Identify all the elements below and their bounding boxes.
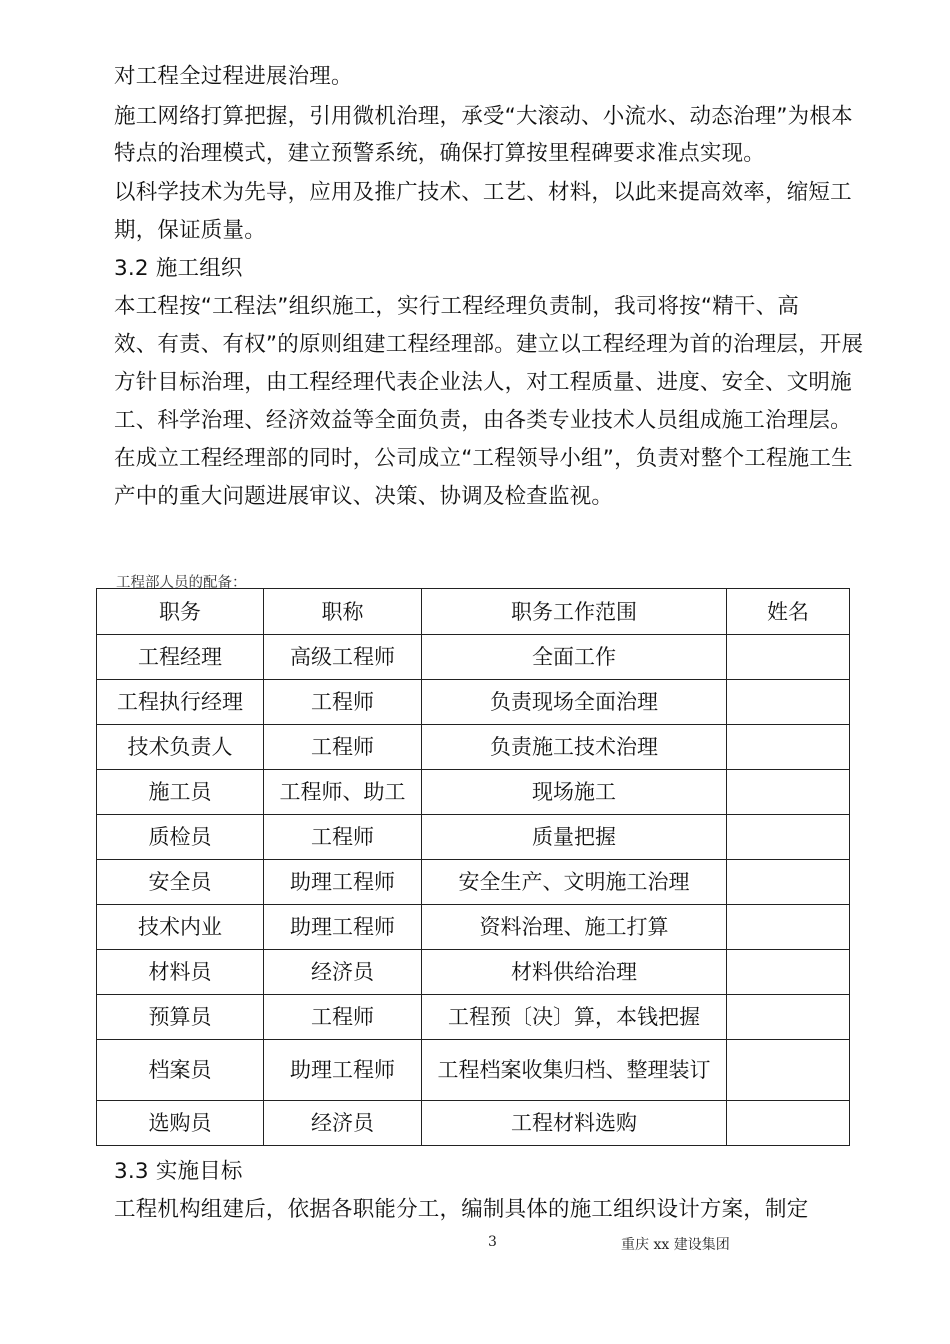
cell-scope: 负责施工技术治理 <box>422 725 727 770</box>
cell-name <box>727 680 850 725</box>
paragraph-line: 本工程按“工程法”组织施工，实行工程经理负责制，我司将按“精干、高 <box>114 294 800 319</box>
cell-name <box>727 635 850 680</box>
table-row <box>97 815 850 860</box>
header-scope: 职务工作范围 <box>422 589 727 635</box>
cell-scope: 现场施工 <box>422 770 727 815</box>
paragraph-line: 工程机构组建后，依据各职能分工，编制具体的施工组织设计方案，制定 <box>114 1197 809 1222</box>
cell-scope: 材料供给治理 <box>422 950 727 995</box>
paragraph-line: 效、有责、有权”的原则组建工程经理部。建立以工程经理为首的治理层，开展 <box>114 332 864 357</box>
cell-title: 工程师 <box>264 995 422 1040</box>
cell-position: 技术负责人 <box>97 725 264 770</box>
cell-position: 安全员 <box>97 860 264 905</box>
cell-title: 助理工程师 <box>264 905 422 950</box>
cell-title: 工程师、助工 <box>264 770 422 815</box>
header-name: 姓名 <box>727 589 850 635</box>
cell-position: 材料员 <box>97 950 264 995</box>
body-line: 施工网络打算把握，引用微机治理，承受“大滚动、小流水、动态治理”为根本 <box>114 104 853 129</box>
cell-name <box>727 815 850 860</box>
cell-scope: 负责现场全面治理 <box>422 680 727 725</box>
footer-company: 重庆 xx 建设集团 <box>621 1237 730 1253</box>
cell-title: 经济员 <box>264 1101 422 1146</box>
cell-name <box>727 1101 850 1146</box>
cell-title: 经济员 <box>264 950 422 995</box>
cell-name <box>727 950 850 995</box>
cell-name <box>727 770 850 815</box>
cell-position: 选购员 <box>97 1101 264 1146</box>
table-row <box>97 905 850 950</box>
cell-position: 技术内业 <box>97 905 264 950</box>
table-row <box>97 1040 850 1101</box>
cell-position: 工程执行经理 <box>97 680 264 725</box>
cell-position: 档案员 <box>97 1040 264 1101</box>
section-heading-3-3: 3.3 实施目标 <box>114 1159 243 1184</box>
cell-scope: 全面工作 <box>422 635 727 680</box>
header-position: 职务 <box>97 589 264 635</box>
cell-title: 工程师 <box>264 725 422 770</box>
body-line: 特点的治理模式，建立预警系统，确保打算按里程碑要求准点实现。 <box>114 141 766 166</box>
table-row <box>97 860 850 905</box>
section-heading-3-2: 3.2 施工组织 <box>114 256 243 281</box>
cell-name <box>727 860 850 905</box>
table-row <box>97 680 850 725</box>
body-line: 期，保证质量。 <box>114 218 266 243</box>
cell-scope: 工程预〔决〕算，本钱把握 <box>422 995 727 1040</box>
cell-position: 质检员 <box>97 815 264 860</box>
cell-scope: 资料治理、施工打算 <box>422 905 727 950</box>
cell-title: 工程师 <box>264 680 422 725</box>
cell-scope: 质量把握 <box>422 815 727 860</box>
paragraph-line: 产中的重大问题进展审议、决策、协调及检查监视。 <box>114 484 614 509</box>
cell-name <box>727 905 850 950</box>
paragraph-line: 在成立工程经理部的同时，公司成立“工程领导小组”，负责对整个工程施工生 <box>114 446 853 471</box>
cell-title: 高级工程师 <box>264 635 422 680</box>
cell-scope: 工程档案收集归档、整理装订 <box>422 1040 727 1101</box>
table-row <box>97 995 850 1040</box>
table-row <box>97 635 850 680</box>
cell-name <box>727 1040 850 1101</box>
table-row <box>97 950 850 995</box>
table-header-row <box>97 589 850 635</box>
staff-table <box>96 588 850 1146</box>
cell-position: 预算员 <box>97 995 264 1040</box>
cell-title: 工程师 <box>264 815 422 860</box>
table-row <box>97 1101 850 1146</box>
body-line: 对工程全过程进展治理。 <box>114 64 353 89</box>
page-number: 3 <box>488 1234 497 1250</box>
table-row <box>97 725 850 770</box>
cell-title: 助理工程师 <box>264 860 422 905</box>
cell-name <box>727 995 850 1040</box>
paragraph-line: 工、科学治理、经济效益等全面负责，由各类专业技术人员组成施工治理层。 <box>114 408 852 433</box>
cell-scope: 安全生产、文明施工治理 <box>422 860 727 905</box>
table-row <box>97 770 850 815</box>
paragraph-line: 方针目标治理，由工程经理代表企业法人，对工程质量、进度、安全、文明施 <box>114 370 852 395</box>
cell-name <box>727 725 850 770</box>
cell-title: 助理工程师 <box>264 1040 422 1101</box>
table-caption: 工程部人员的配备： <box>116 575 247 591</box>
cell-position: 工程经理 <box>97 635 264 680</box>
cell-position: 施工员 <box>97 770 264 815</box>
header-title: 职称 <box>264 589 422 635</box>
body-line: 以科学技术为先导，应用及推广技术、工艺、材料，以此来提高效率，缩短工 <box>114 180 852 205</box>
cell-scope: 工程材料选购 <box>422 1101 727 1146</box>
